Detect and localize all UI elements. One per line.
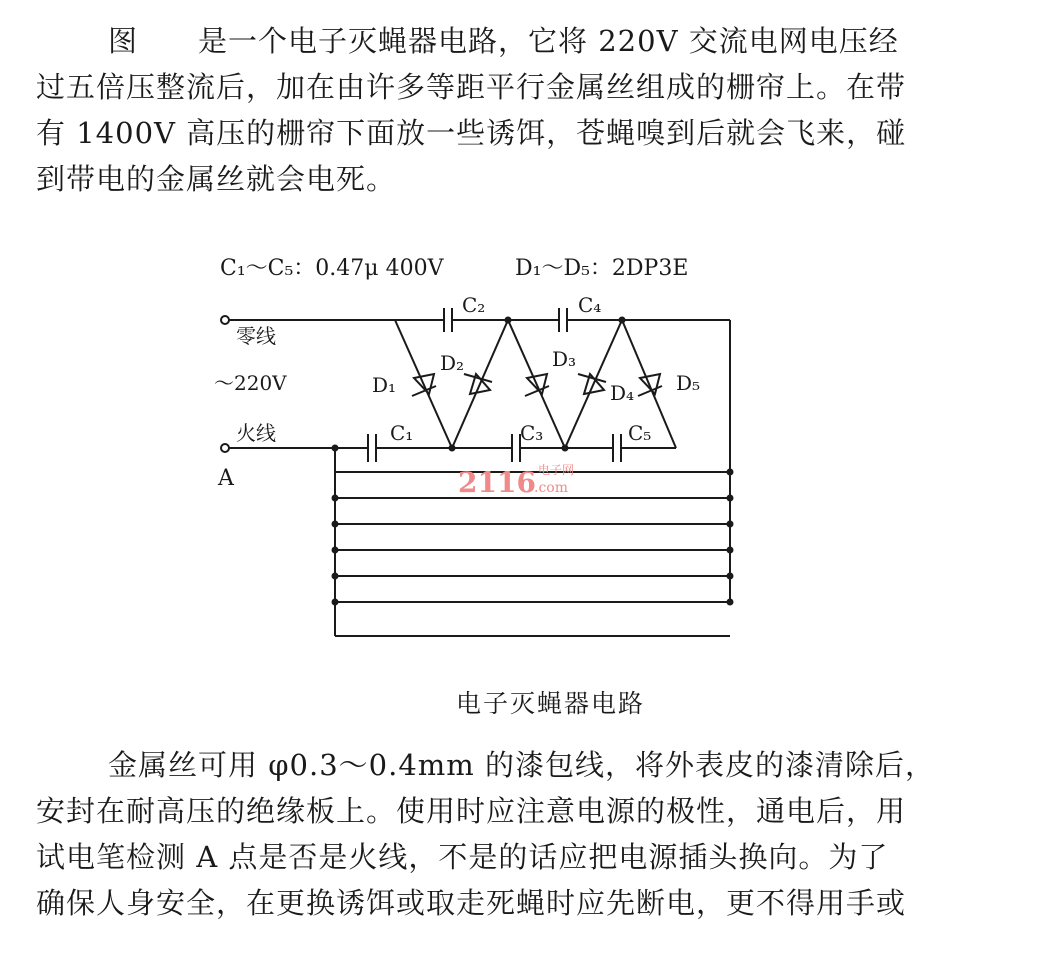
watermark-logo — [458, 462, 574, 499]
c2-label: C₂ — [462, 293, 486, 317]
point-a-label: A — [218, 466, 234, 491]
c1-label: C₁ — [390, 421, 414, 445]
intro-paragraph — [36, 18, 996, 202]
circuit-diagram — [200, 240, 800, 660]
text-line: 确保人身安全，在更换诱饵或取走死蝇时应先断电，更不得用手或 — [36, 886, 907, 920]
body-paragraph — [36, 742, 996, 926]
text-line: 图 是一个电子灭蝇器电路，它将 220V 交流电网电压经 — [108, 24, 899, 58]
watermark-number: 2116 — [458, 466, 536, 499]
live-label: 火线 — [236, 421, 276, 445]
d4-label: D₄ — [610, 381, 635, 405]
d2-label: D₂ — [440, 351, 465, 375]
neutral-label: 零线 — [236, 324, 276, 348]
d3-label: D₃ — [552, 347, 577, 371]
text-line: 有 1400V 高压的栅帘下面放一些诱饵，苍蝇嗅到后就会飞来，碰 — [36, 116, 907, 150]
text-line: 试电笔检测 A 点是否是火线，不是的话应把电源插头换向。为了 — [36, 840, 889, 874]
c5-label: C₅ — [628, 421, 652, 445]
c3-label: C₃ — [520, 421, 544, 445]
text-line: 到带电的金属丝就会电死。 — [36, 162, 397, 196]
diode-spec-label: D₁～D₅：2DP3E — [515, 256, 689, 281]
text-line: 安封在耐高压的绝缘板上。使用时应注意电源的极性，通电后，用 — [36, 794, 907, 828]
neutral-terminal — [221, 316, 229, 324]
d1-label: D₁ — [372, 373, 397, 397]
text-line: 过五倍压整流后，加在由许多等距平行金属丝组成的栅帘上。在带 — [36, 70, 907, 104]
watermark-domain: .com — [534, 480, 568, 496]
c4-label: C₄ — [578, 293, 602, 317]
cap-spec-label: C₁～C₅：0.47μ 400V — [220, 256, 444, 281]
text-line: 金属丝可用 φ0.3～0.4mm 的漆包线，将外表皮的漆清除后， — [108, 748, 935, 782]
watermark-sub: 电子网 — [538, 463, 575, 477]
d5-label: D₅ — [676, 371, 701, 395]
figure-caption: 电子灭蝇器电路 — [456, 689, 646, 718]
live-terminal — [221, 444, 229, 452]
voltage-label: ～220V — [214, 371, 287, 395]
